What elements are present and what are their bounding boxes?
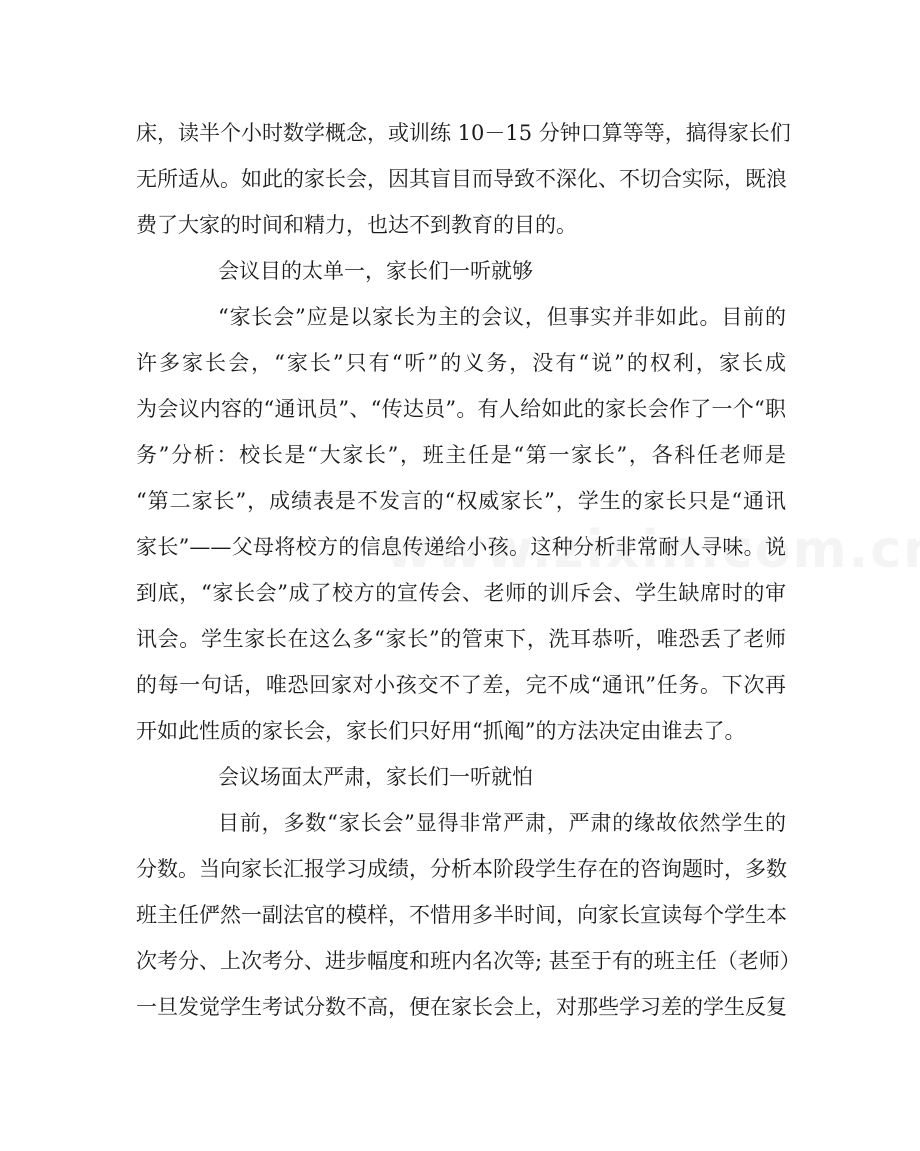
- section-heading: 会议场面太严肃，家长们一听就怕: [218, 765, 533, 789]
- paragraph-line: 讯会。学生家长在这么多“家长”的管束下，洗耳恭听，唯恐丢了老师: [136, 627, 786, 651]
- paragraph-line: 床，读半个小时数学概念，或训练 10－15 分钟口算等等，搞得家长们: [136, 121, 791, 145]
- paragraph-line: 一旦发觉学生考试分数不高，便在家长会上，对那些学习差的学生反复: [136, 995, 787, 1019]
- paragraph-line: 班主任俨然一副法官的模样，不惜用多半时间，向家长宣读每个学生本: [136, 903, 787, 927]
- paragraph-line: “家长会”应是以家长为主的会议，但事实并非如此。目前的: [218, 305, 786, 329]
- paragraph-line: 许多家长会，“家长”只有“听”的义务，没有“说”的权利，家长成: [136, 351, 786, 375]
- paragraph-line: 到底，“家长会”成了校方的宣传会、老师的训斥会、学生缺席时的审: [136, 581, 786, 605]
- section-heading: 会议目的太单一，家长们一听就够: [218, 259, 533, 283]
- paragraph-line: 费了大家的时间和精力，也达不到教育的目的。: [136, 213, 577, 237]
- paragraph-line: 为会议内容的“通讯员”、“传达员”。有人给如此的家长会作了一个“职: [136, 397, 786, 421]
- paragraph-line: 家长”——父母将校方的信息传递给小孩。这种分析非常耐人寻味。说: [136, 535, 786, 559]
- paragraph-line: 务”分析：校长是“大家长”，班主任是“第一家长”，各科任老师是: [136, 443, 786, 467]
- paragraph-line: 无所适从。如此的家长会，因其盲目而导致不深化、不切合实际，既浪: [136, 167, 787, 191]
- paragraph-line: “第二家长”，成绩表是不发言的“权威家长”，学生的家长只是“通讯: [136, 489, 786, 513]
- paragraph-line: 开如此性质的家长会，家长们只好用“抓阄”的方法决定由谁去了。: [136, 719, 746, 743]
- paragraph-line: 分数。当向家长汇报学习成绩，分析本阶段学生存在的咨询题时，多数: [136, 857, 787, 881]
- paragraph-line: 目前，多数“家长会”显得非常严肃，严肃的缘故依然学生的: [218, 811, 786, 835]
- paragraph-line: 次考分、上次考分、进步幅度和班内名次等; 甚至于有的班主任（老师）: [136, 949, 801, 973]
- paragraph-line: 的每一句话，唯恐回家对小孩交不了差，完不成“通讯”任务。下次再: [136, 673, 786, 697]
